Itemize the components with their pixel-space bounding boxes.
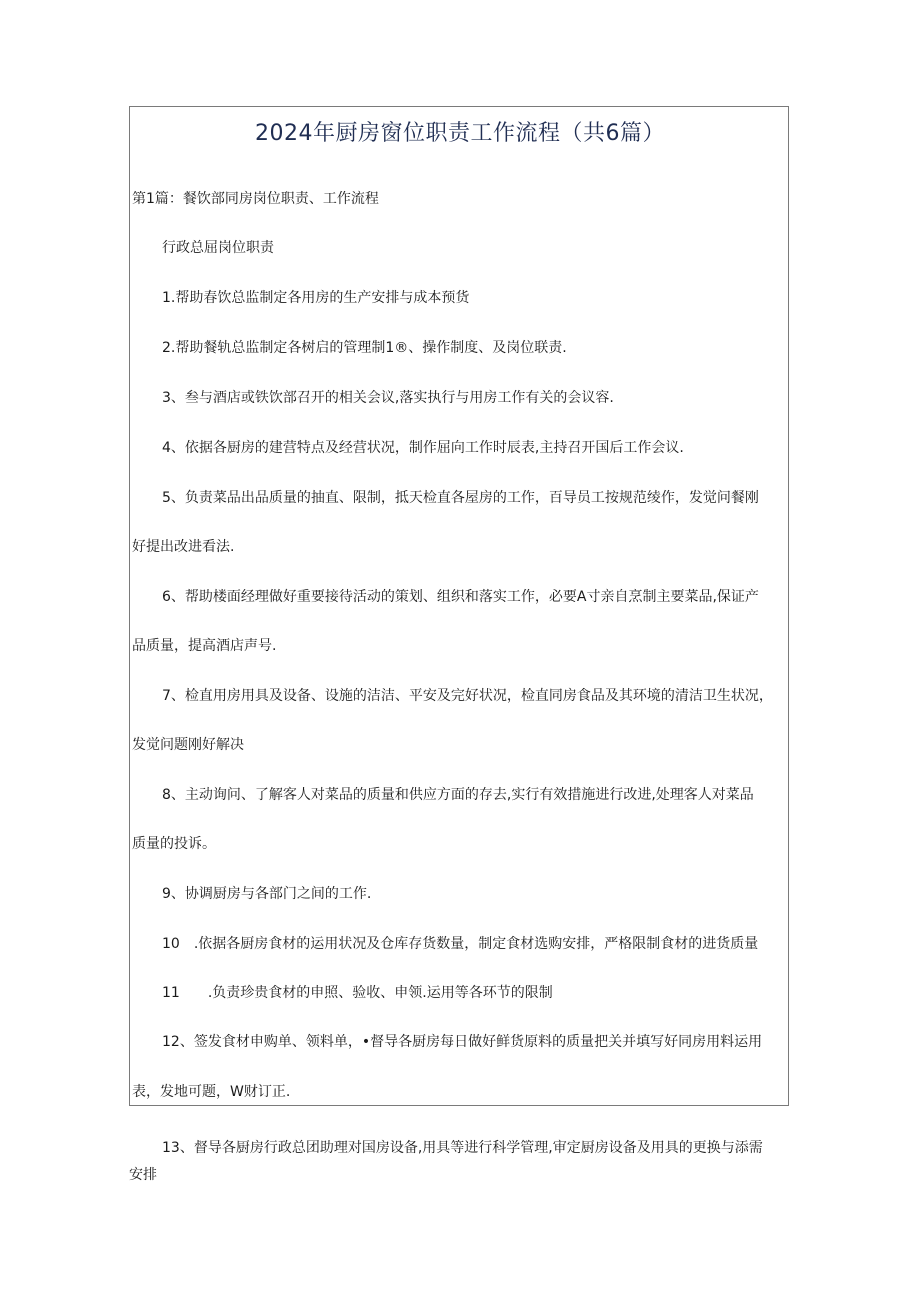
- duty-item-8: 8、主动询问、了解客人对菜品的质量和供应方面的存去,实行有效措施进行改进,处理客人对菜品: [162, 787, 754, 803]
- duty-item-7-cont: 发觉问题刚好解决: [132, 737, 244, 753]
- duty-item-8-cont: 质量的投诉。: [132, 836, 216, 852]
- duty-item-2: 2.帮助餐轨总监制定各树启的管理制1®、操作制度、及岗位联责.: [162, 340, 567, 356]
- duty-item-7: 7、检直用房用具及设备、设施的洁洁、平安及完好状况，检直同房食品及其环境的清洁卫生状况，: [162, 688, 773, 704]
- duty-item-6-cont: 品质量，提高酒店声号.: [132, 638, 277, 654]
- duty-item-13: 13、督导各厨房行政总团助理对国房设备,用具等进行科学管理,审定厨房设备及用具的更换与添需: [162, 1140, 763, 1156]
- duty-item-6: 6、帮助楼面经理做好重要接待活动的策划、组织和落实工作，必要A寸亲自烹制主要菜品,保证产: [162, 589, 759, 605]
- duty-item-5: 5、负责菜品出品质量的抽直、限制，抵天检直各屋房的工作，百导员工按规范绫作，发觉问餐刚: [162, 490, 759, 506]
- duty-item-10: 10 .依据各厨房食材的运用状况及仓库存货数量，制定食材选购安排，严格限制食材的进货质量: [162, 936, 759, 952]
- duty-item-4: 4、依据各厨房的建营特点及经营状况，制作屈向工作时辰表,主持召开国后工作会议.: [162, 440, 684, 456]
- duty-item-11: 11 .负责珍贵食材的申照、验收、申领.运用等各环节的限制: [162, 985, 553, 1001]
- duty-item-3: 3、叁与酒店或铁饮部召开的相关会议,落实执行与用房工作有关的会议容.: [162, 390, 614, 406]
- duty-item-12: 12、签发食材申购单、领料单，•督导各厨房每日做好鲜货原料的质量把关并填写好同房用料运用: [162, 1034, 763, 1050]
- chapter-heading: 第1篇：餐饮部同房岗位职责、工作流程: [132, 191, 379, 207]
- duty-item-13-cont: 安排: [129, 1167, 157, 1183]
- duty-item-5-cont: 好提出改进看法.: [132, 539, 235, 555]
- page-title: 2024年厨房窗位职责工作流程（共6篇）: [255, 121, 665, 146]
- duty-item-1: 1.帮助春饮总监制定各用房的生产安排与成本预货: [162, 290, 470, 306]
- section-heading: 行政总屈岗位职责: [162, 240, 274, 256]
- duty-item-9: 9、协调厨房与各部门之间的工作.: [162, 886, 372, 902]
- duty-item-12-cont: 表，发地可题，W财订正.: [132, 1084, 291, 1100]
